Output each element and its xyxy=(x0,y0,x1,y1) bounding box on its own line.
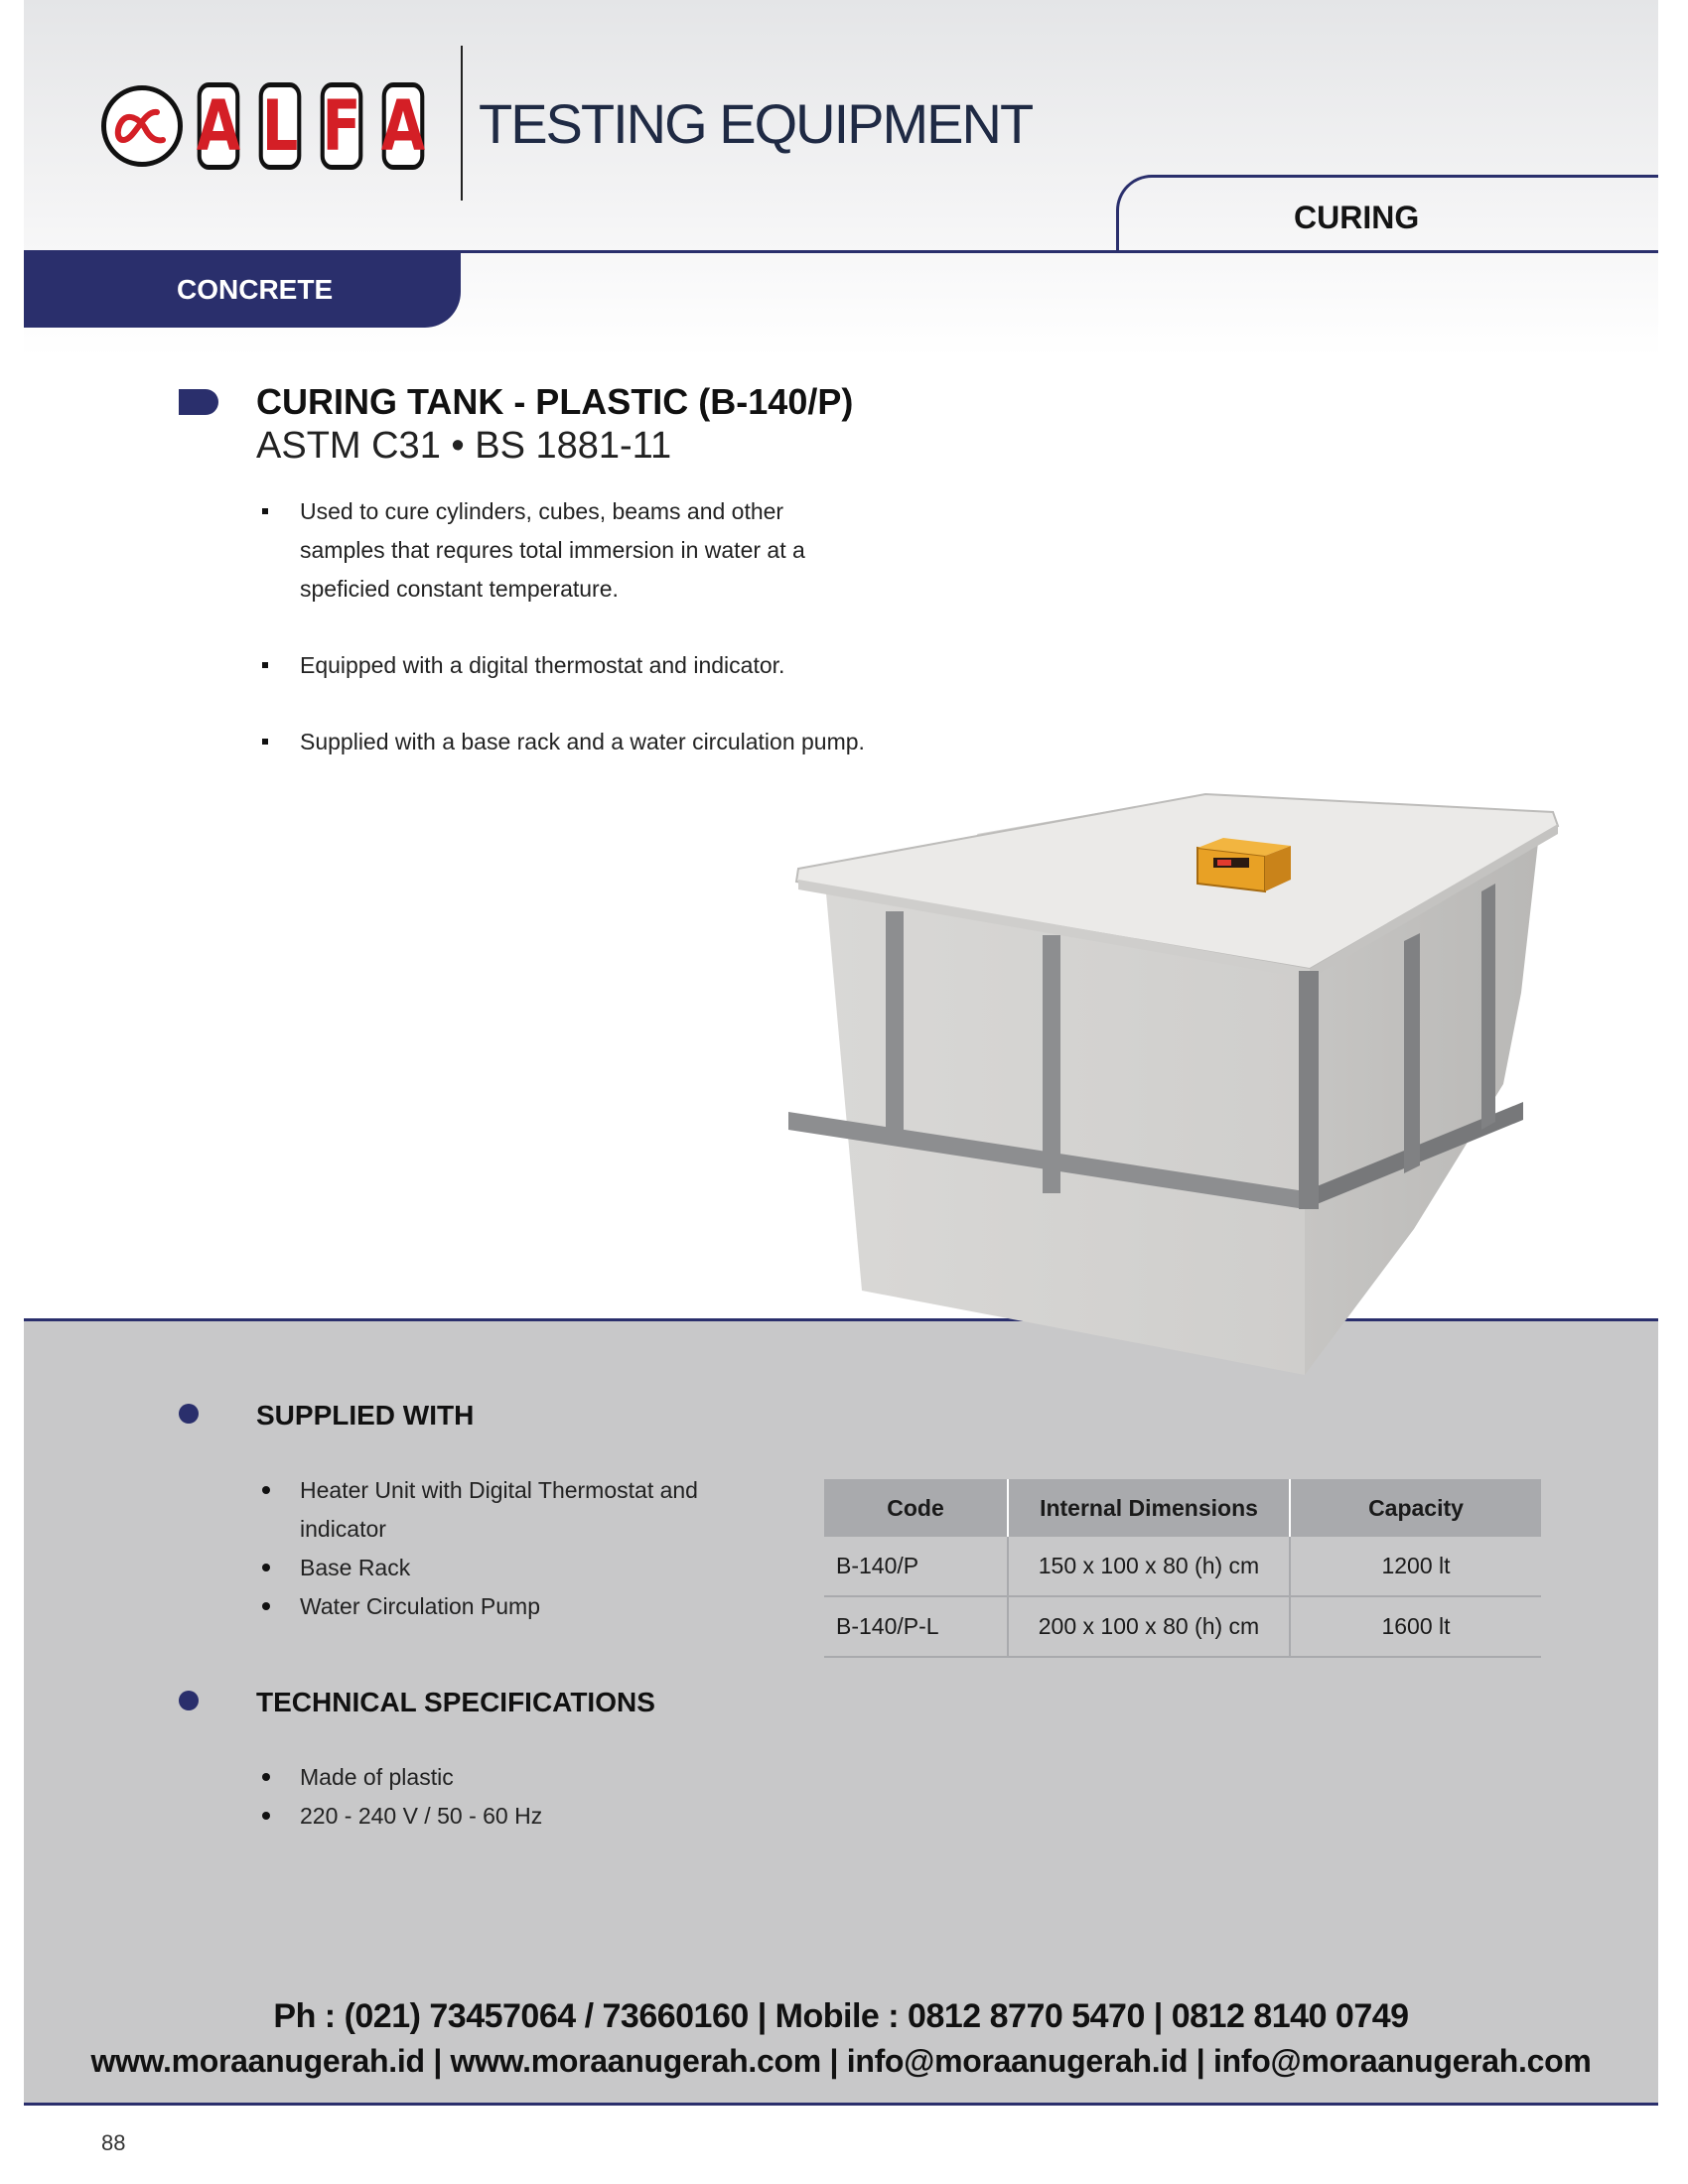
logo-letter: A xyxy=(198,82,240,170)
alfa-logo xyxy=(101,77,429,175)
table-cell: 1600 lt xyxy=(1290,1596,1541,1657)
logo-divider xyxy=(461,46,463,201)
logo-letter: L xyxy=(259,82,302,170)
model-table xyxy=(824,1479,1541,1658)
footer-rule xyxy=(24,2103,1658,2106)
section-bullet-icon xyxy=(179,1404,199,1424)
supplied-item: Heater Unit with Digital Thermostat and indicator xyxy=(256,1471,773,1549)
product-title: CURING TANK - PLASTIC (B-140/P) xyxy=(256,381,854,422)
category-tab-label: CURING xyxy=(1294,200,1420,235)
feature-item: Used to cure cylinders, cubes, beams and other samples that requres total immersion in water at a speficied constant temperature. xyxy=(256,492,872,609)
supplied-with-list xyxy=(256,1471,773,1626)
alpha-symbol-icon xyxy=(101,85,183,167)
table-cell: 1200 lt xyxy=(1290,1537,1541,1596)
category-tab xyxy=(1116,175,1658,252)
column-header: Code xyxy=(824,1479,1008,1537)
spec-item: 220 - 240 V / 50 - 60 Hz xyxy=(256,1797,773,1836)
logo-letter: A xyxy=(382,82,425,170)
logo-letter: F xyxy=(321,82,363,170)
table-cell: B-140/P-L xyxy=(824,1596,1008,1657)
section-band xyxy=(24,250,461,328)
page-number: 88 xyxy=(101,2130,126,2155)
column-header: Capacity xyxy=(1290,1479,1541,1537)
feature-list xyxy=(256,492,872,799)
table-cell: B-140/P xyxy=(824,1537,1008,1596)
curing-tank-image xyxy=(769,784,1583,1390)
table-row xyxy=(824,1537,1541,1596)
technical-specs-list xyxy=(256,1758,773,1836)
technical-specs-heading: TECHNICAL SPECIFICATIONS xyxy=(256,1687,655,1717)
column-header: Internal Dimensions xyxy=(1008,1479,1290,1537)
supplied-item: Water Circulation Pump xyxy=(256,1587,773,1626)
supplied-with-heading: SUPPLIED WITH xyxy=(256,1400,475,1431)
spec-item: Made of plastic xyxy=(256,1758,773,1797)
page xyxy=(24,0,1658,2105)
feature-item: Equipped with a digital thermostat and indicator. xyxy=(256,646,872,685)
supplied-item: Base Rack xyxy=(256,1549,773,1587)
section-band-label: CONCRETE xyxy=(177,274,334,305)
table-cell: 150 x 100 x 80 (h) cm xyxy=(1008,1537,1290,1596)
feature-item: Supplied with a base rack and a water circulation pump. xyxy=(256,723,872,761)
table-header-row xyxy=(824,1479,1541,1537)
title-marker xyxy=(179,389,218,415)
section-bullet-icon xyxy=(179,1691,199,1710)
contact-web: www.moraanugerah.id | www.moraanugerah.com | info@moraanugerah.id | info@moraanugerah.com xyxy=(90,2043,1592,2079)
table-cell: 200 x 100 x 80 (h) cm xyxy=(1008,1596,1290,1657)
brand-tagline: TESTING EQUIPMENT xyxy=(479,92,1033,155)
contact-phone: Ph : (021) 73457064 / 73660160 | Mobile : 0812 8770 5470 | 0812 8140 0749 xyxy=(273,1997,1409,2035)
product-standards: ASTM C31 • BS 1881-11 xyxy=(256,425,672,467)
table-row xyxy=(824,1596,1541,1657)
